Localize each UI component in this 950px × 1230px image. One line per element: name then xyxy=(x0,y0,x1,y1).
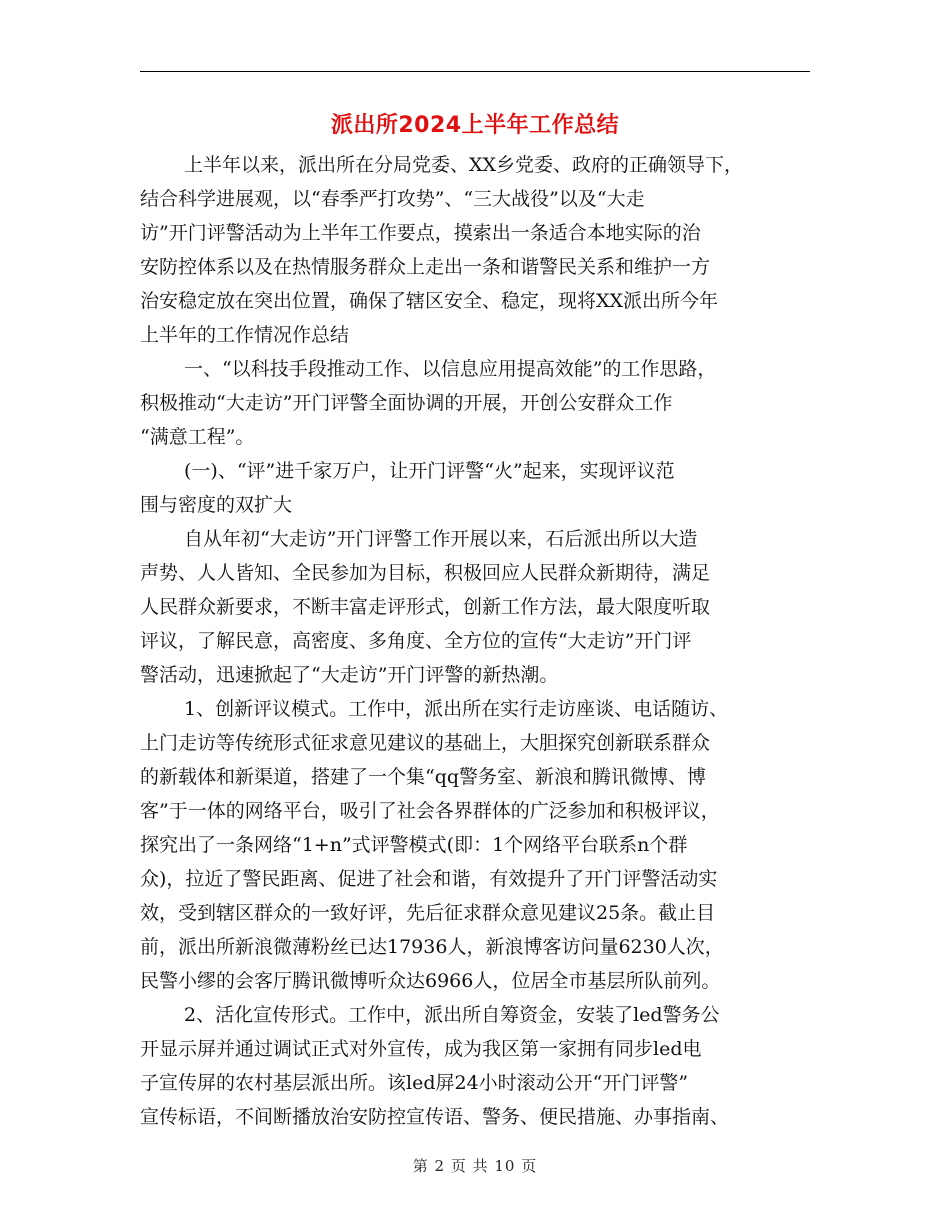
text-line: 的新载体和新渠道，搭建了一个集“qq警务室、新浪和腾讯微博、博 xyxy=(140,766,707,788)
text-line: 开显示屏并通过调试正式对外宣传，成为我区第一家拥有同步led电 xyxy=(140,1038,702,1060)
text-line: 评议，了解民意，高密度、多角度、全方位的宣传“大走访”开门评 xyxy=(140,630,692,652)
text-line: 2、活化宣传形式。工作中，派出所自筹资金，安装了led警务公 xyxy=(184,1004,720,1026)
text-line: 客”于一体的网络平台，吸引了社会各界群体的广泛参加和积极评议， xyxy=(140,800,720,822)
text-line: “满意工程”。 xyxy=(140,426,255,448)
text-line: 积极推动“大走访”开门评警全面协调的开展，开创公安群众工作 xyxy=(140,392,673,414)
text-line: 上半年的工作情况作总结 xyxy=(140,324,350,346)
text-line: 上门走访等传统形式征求意见建议的基础上，大胆探究创新联系群众 xyxy=(140,732,711,754)
text-line: 众)，拉近了警民距离、促进了社会和谐，有效提升了开门评警活动实 xyxy=(140,868,718,890)
document-body xyxy=(140,148,810,1134)
text-line: 围与密度的双扩大 xyxy=(140,494,293,516)
text-line: 一、“以科技手段推动工作、以信息应用提高效能”的工作思路， xyxy=(184,358,717,380)
text-line: 结合科学进展观，以“春季严打攻势”、“三大战役”以及“大走 xyxy=(140,188,645,210)
text-line: 安防控体系以及在热情服务群众上走出一条和谐警民关系和维护一方 xyxy=(140,256,711,278)
header-rule xyxy=(140,71,810,72)
text-line: 效，受到辖区群众的一致好评，先后征求群众意见建议25条。截止目 xyxy=(140,902,716,924)
text-line: (一)、“评”进千家万户，让开门评警“火”起来，实现评议范 xyxy=(184,460,675,482)
text-line: 探究出了一条网络“1+n”式评警模式(即：1个网络平台联系n个群 xyxy=(140,834,688,856)
text-line: 自从年初“大走访”开门评警工作开展以来，石后派出所以大造 xyxy=(184,528,698,550)
text-line: 民警小缪的会客厅腾讯微博听众达6966人，位居全市基层所队前列。 xyxy=(140,970,721,992)
text-line: 子宣传屏的农村基层派出所。该led屏24小时滚动公开“开门评警” xyxy=(140,1072,689,1094)
text-line: 前，派出所新浪微薄粉丝已达17936人，新浪博客访问量6230人次， xyxy=(140,936,724,958)
text-line: 治安稳定放在突出位置，确保了辖区安全、稳定，现将XX派出所今年 xyxy=(140,290,719,312)
document-title: 派出所2024上半年工作总结 xyxy=(330,113,620,138)
text-line: 访”开门评警活动为上半年工作要点，摸索出一条适合本地实际的治 xyxy=(140,222,701,244)
page-number: 第 2 页 共 10 页 xyxy=(412,1157,538,1175)
text-line: 警活动，迅速掀起了“大走访”开门评警的新热潮。 xyxy=(140,664,559,686)
text-line: 1、创新评议模式。工作中，派出所在实行走访座谈、电话随访、 xyxy=(184,698,729,720)
text-line: 声势、人人皆知、全民参加为目标，积极回应人民群众新期待，满足 xyxy=(140,562,711,584)
text-line: 宣传标语，不间断播放治安防控宣传语、警务、便民措施、办事指南、 xyxy=(140,1106,730,1128)
text-line: 人民群众新要求，不断丰富走评形式，创新工作方法，最大限度听取 xyxy=(140,596,711,618)
text-line: 上半年以来，派出所在分局党委、XX乡党委、政府的正确领导下， xyxy=(184,154,744,176)
